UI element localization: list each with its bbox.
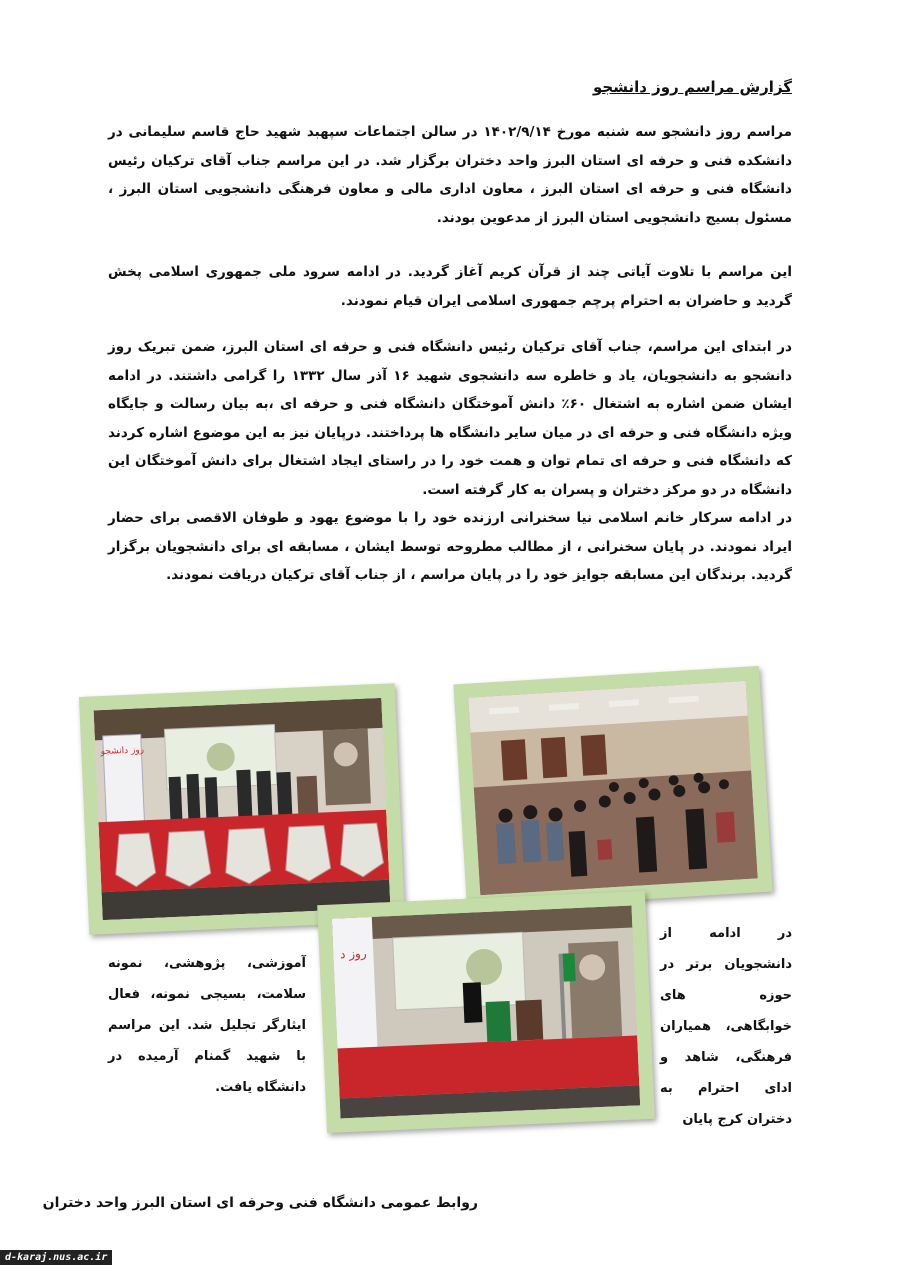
report-title: گزارش مراسم روز دانشجو [592, 78, 792, 96]
left-column-text: آموزشی، پژوهشی، نمونه سلامت، بسیجی نمونه، فعال ایثارگر تجلیل شد. این مراسم با شهید گمنام آرمیده در دانشگاه یافت. [108, 956, 306, 1095]
photo-stage-officials [79, 683, 405, 935]
stage-officials-image [94, 698, 391, 920]
footer-signature: روابط عمومی دانشگاه فنی وحرفه ای استان البرز واحد دختران [42, 1195, 478, 1211]
right-column-text: در ادامه از دانشجویان برتر در حوزه های خوابگاهی، همیاران فرهنگی، شاهد و ادای احترام به دختران کرج پایان [660, 926, 792, 1127]
audience-hall-image [468, 681, 758, 896]
photo-podium-speaker [317, 891, 655, 1133]
paragraph-2: این مراسم با تلاوت آیاتی چند از قرآن کریم آغاز گردید. در ادامه سرود ملی جمهوری اسلامی پخش گردید و حاضران به احترام پرچم جمهوری اسلامی ایران قیام نمودند. [108, 264, 792, 309]
paragraph-1: مراسم روز دانشجو سه شنبه مورخ ۱۴۰۲/۹/۱۴ در سالن اجتماعات سپهبد شهید حاج قاسم سلیمانی در دانشکده فنی و حرفه ای استان البرز واحد دختران برگزار شد. در این مراسم جناب آقای ترکیان رئیس دانشگاه فنی و حرفه ای استان البرز ، معاون اداری مالی و معاون فرهنگی دانشجویی استان البرز ، مسئول بسیج دانشجویی استان البرز از مدعوین بودند. [108, 124, 792, 226]
paragraph-3: در ابتدای این مراسم، جناب آقای ترکیان رئیس دانشگاه فنی و حرفه ای استان البرز، ضمن تبریک روز دانشجو به دانشجویان، یاد و خاطره سه دانشجوی شهید ۱۶ آذر سال ۱۳۳۲ را گرامی داشتند. در ادامه ایشان ضمن اشاره به اشتغال ۶۰٪ دانش آموختگان دانشگاه فنی و حرفه ای ،به بیان رسالت و جایگاه ویژه دانشگاه فنی و حرفه ای در میان سایر دانشگاه ها پرداختند. درپایان نیز به این موضوع اشاره کردند که دانشگاه فنی و حرفه ای تمام توان و همت خود را در راستای ایجاد اشتغال برای دانش آموختگان این دانشگاه در دو مرکز دختران و پسران به کار گرفته است. [108, 339, 792, 498]
site-watermark: d-karaj.nus.ac.ir [0, 1250, 112, 1265]
stage-banner-text-2: روز د [339, 946, 367, 962]
paragraph-4: در ادامه سرکار خانم اسلامی نیا سخنرانی ارزنده خود را با موضوع یهود و طوفان الاقصی برای حضار ایراد نمودند. در پایان سخنرانی ، از مطالب مطروحه توسط ایشان ، مسابقه ای برای دانشجویان برگزار گردید. برندگان این مسابقه جوایز خود را در پایان مراسم ، از جناب آقای ترکیان دریافت نمودند. [108, 510, 792, 583]
podium-speaker-image [332, 906, 640, 1119]
photo-audience-hall [453, 666, 772, 910]
stage-banner-text: روز دانشجو [100, 745, 145, 758]
